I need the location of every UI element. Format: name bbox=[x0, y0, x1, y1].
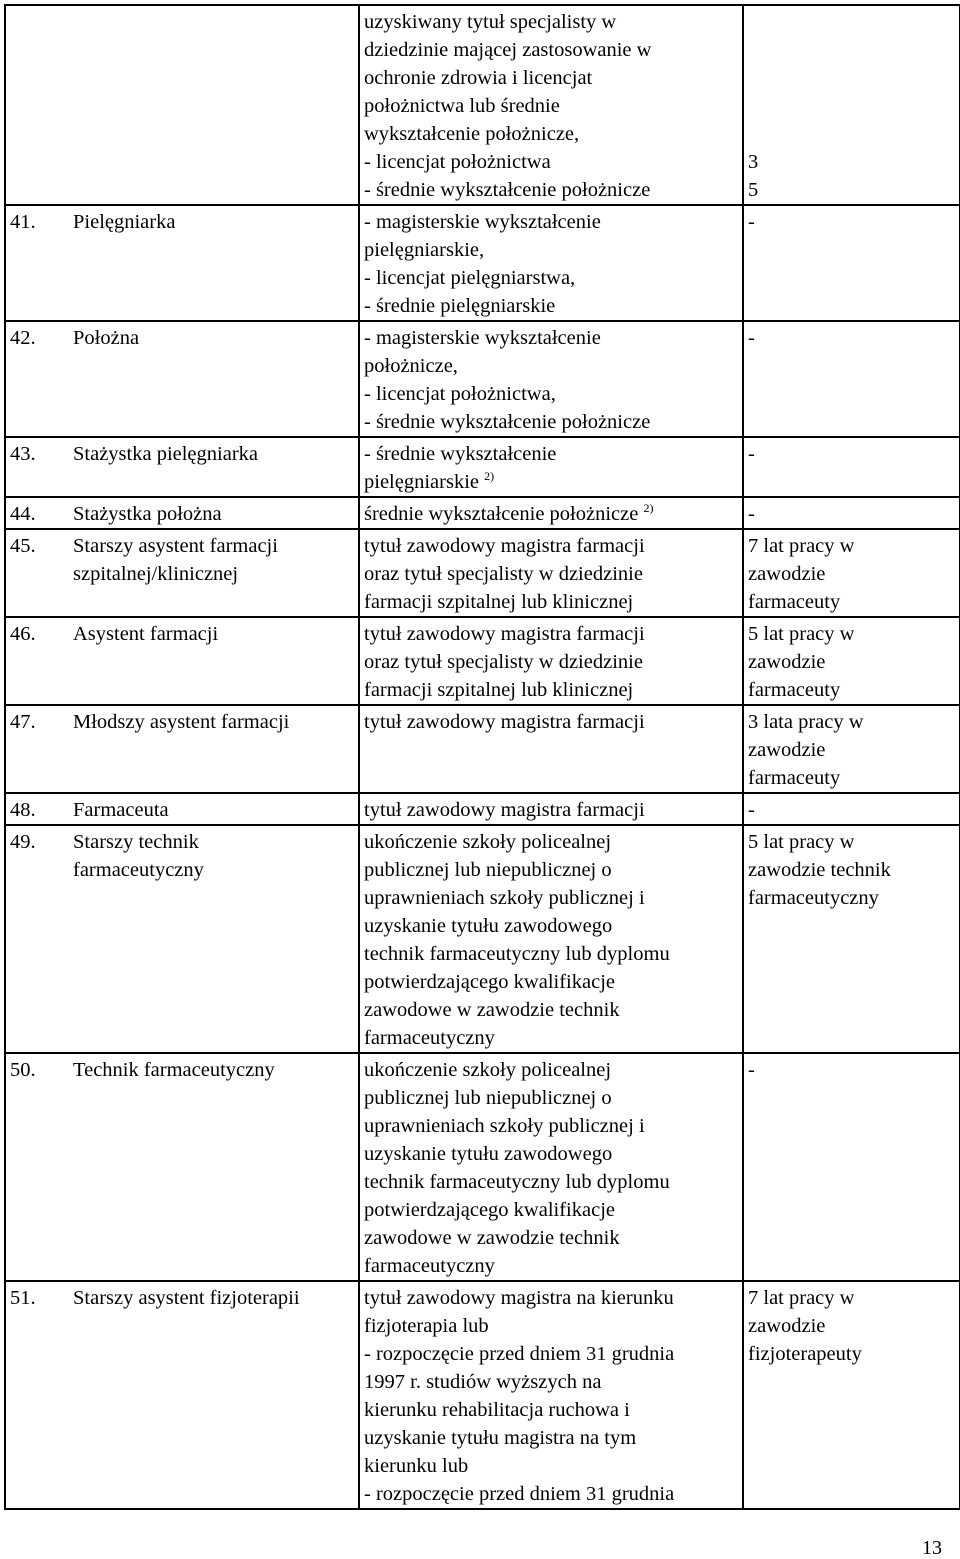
cell-text: - licencjat położnictwa, bbox=[364, 383, 556, 405]
cell-line bbox=[364, 532, 738, 560]
cell-text: tytuł zawodowy magistra farmacji bbox=[364, 799, 645, 821]
cell-line bbox=[364, 884, 738, 912]
cell-text: szpitalnej/klinicznej bbox=[73, 563, 239, 585]
row-number-cell bbox=[5, 205, 69, 321]
cell-text: tytuł zawodowy magistra na kierunku bbox=[364, 1287, 674, 1309]
experience-cell bbox=[743, 321, 960, 437]
table-row bbox=[5, 205, 960, 321]
cell-line bbox=[73, 324, 354, 352]
qualifications-table bbox=[4, 4, 960, 1510]
cell-line bbox=[364, 912, 738, 940]
cell-line bbox=[748, 64, 955, 92]
cell-text: uzyskiwany tytuł specjalisty w bbox=[364, 11, 617, 33]
row-number-cell bbox=[5, 497, 69, 529]
table-row bbox=[5, 793, 960, 825]
cell-line bbox=[748, 208, 955, 236]
experience-cell bbox=[743, 617, 960, 705]
row-number: 51. bbox=[10, 1287, 36, 1309]
cell-line bbox=[748, 500, 955, 528]
cell-text: - licencjat położnictwa bbox=[364, 151, 551, 173]
cell-text: Technik farmaceutyczny bbox=[73, 1059, 275, 1081]
cell-text: zawodowe w zawodzie technik bbox=[364, 1227, 620, 1249]
cell-line bbox=[364, 1396, 738, 1424]
cell-text: - licencjat pielęgniarstwa, bbox=[364, 267, 576, 289]
cell-line bbox=[73, 1056, 354, 1084]
cell-line bbox=[748, 560, 955, 588]
cell-line bbox=[364, 620, 738, 648]
experience-cell bbox=[743, 529, 960, 617]
cell-text: zawodzie bbox=[748, 739, 826, 761]
cell-line bbox=[364, 676, 738, 704]
experience-cell bbox=[743, 1281, 960, 1509]
cell-text: publicznej lub niepublicznej o bbox=[364, 859, 612, 881]
row-number: 43. bbox=[10, 443, 36, 465]
table-row bbox=[5, 617, 960, 705]
cell-text: farmaceuty bbox=[748, 767, 841, 789]
cell-line bbox=[748, 764, 955, 792]
cell-line bbox=[748, 532, 955, 560]
table-row bbox=[5, 321, 960, 437]
cell-text: zawodzie bbox=[748, 563, 826, 585]
table-row bbox=[5, 437, 960, 497]
row-number-cell bbox=[5, 705, 69, 793]
cell-text: tytuł zawodowy magistra farmacji bbox=[364, 711, 645, 733]
experience-cell bbox=[743, 437, 960, 497]
table-body bbox=[5, 5, 960, 1509]
cell-text: Farmaceuta bbox=[73, 799, 169, 821]
cell-text: uzyskanie tytułu zawodowego bbox=[364, 915, 613, 937]
cell-line bbox=[364, 1480, 738, 1508]
cell-line bbox=[364, 1056, 738, 1084]
cell-line bbox=[364, 968, 738, 996]
cell-line bbox=[73, 500, 354, 528]
cell-line bbox=[364, 500, 738, 528]
cell-text: wykształcenie położnicze, bbox=[364, 123, 580, 145]
cell-text: dziedzinie mającej zastosowanie w bbox=[364, 39, 652, 61]
cell-line bbox=[748, 1312, 955, 1340]
cell-line bbox=[364, 1084, 738, 1112]
cell-line bbox=[748, 120, 955, 148]
experience-cell bbox=[743, 497, 960, 529]
cell-line bbox=[364, 1424, 738, 1452]
row-number: 48. bbox=[10, 799, 36, 821]
row-number: 44. bbox=[10, 503, 36, 525]
cell-line bbox=[748, 856, 955, 884]
experience-cell bbox=[743, 793, 960, 825]
row-number: 41. bbox=[10, 211, 36, 233]
cell-line bbox=[364, 1168, 738, 1196]
education-cell bbox=[359, 321, 743, 437]
education-cell bbox=[359, 1281, 743, 1509]
cell-line bbox=[748, 1284, 955, 1312]
cell-line bbox=[364, 856, 738, 884]
position-cell bbox=[69, 497, 359, 529]
cell-text: - bbox=[748, 211, 755, 233]
row-number-cell bbox=[5, 437, 69, 497]
cell-line bbox=[748, 620, 955, 648]
cell-line bbox=[364, 64, 738, 92]
position-cell bbox=[69, 1053, 359, 1281]
cell-line bbox=[748, 1056, 955, 1084]
cell-text: - rozpoczęcie przed dniem 31 grudnia bbox=[364, 1483, 675, 1505]
cell-line bbox=[748, 648, 955, 676]
cell-text: technik farmaceutyczny lub dyplomu bbox=[364, 943, 670, 965]
cell-text: farmaceutyczny bbox=[73, 859, 204, 881]
row-number-cell bbox=[5, 529, 69, 617]
cell-line bbox=[364, 236, 738, 264]
cell-line bbox=[748, 8, 955, 36]
cell-text: kierunku lub bbox=[364, 1455, 469, 1477]
cell-text: Stażystka położna bbox=[73, 503, 222, 525]
experience-cell bbox=[743, 705, 960, 793]
cell-text: potwierdzającego kwalifikacje bbox=[364, 1199, 615, 1221]
cell-text: - średnie wykształcenie położnicze bbox=[364, 411, 651, 433]
row-number-cell bbox=[5, 1053, 69, 1281]
cell-line bbox=[73, 856, 354, 884]
cell-text: położnicze, bbox=[364, 355, 458, 377]
cell-text: ukończenie szkoły policealnej bbox=[364, 831, 612, 853]
table-row bbox=[5, 497, 960, 529]
cell-line bbox=[364, 1340, 738, 1368]
cell-text: publicznej lub niepublicznej o bbox=[364, 1087, 612, 1109]
cell-line bbox=[748, 796, 955, 824]
cell-text: - bbox=[748, 1059, 755, 1081]
education-cell bbox=[359, 205, 743, 321]
cell-line bbox=[364, 324, 738, 352]
cell-line bbox=[364, 1140, 738, 1168]
table-row bbox=[5, 1281, 960, 1509]
cell-line bbox=[364, 648, 738, 676]
cell-line bbox=[73, 440, 354, 468]
cell-text: zawodowe w zawodzie technik bbox=[364, 999, 620, 1021]
cell-text: - bbox=[748, 443, 755, 465]
cell-text: uprawnieniach szkoły publicznej i bbox=[364, 887, 645, 909]
row-number-cell bbox=[5, 5, 69, 205]
cell-text: pielęgniarskie, bbox=[364, 239, 485, 261]
cell-line bbox=[364, 148, 738, 176]
cell-line bbox=[364, 380, 738, 408]
cell-text: - rozpoczęcie przed dniem 31 grudnia bbox=[364, 1343, 675, 1365]
education-cell bbox=[359, 529, 743, 617]
cell-line bbox=[748, 736, 955, 764]
cell-text: - bbox=[748, 799, 755, 821]
education-cell bbox=[359, 617, 743, 705]
cell-line bbox=[364, 560, 738, 588]
cell-line bbox=[748, 1340, 955, 1368]
cell-line bbox=[364, 1312, 738, 1340]
cell-text: farmaceuty bbox=[748, 679, 841, 701]
cell-line bbox=[748, 828, 955, 856]
cell-line bbox=[748, 884, 955, 912]
cell-text: 1997 r. studiów wyższych na bbox=[364, 1371, 602, 1393]
cell-text: farmaceutyczny bbox=[364, 1027, 495, 1049]
table-row bbox=[5, 5, 960, 205]
cell-line bbox=[748, 324, 955, 352]
row-number: 50. bbox=[10, 1059, 36, 1081]
cell-text: kierunku rehabilitacja ruchowa i bbox=[364, 1399, 630, 1421]
cell-line bbox=[364, 1024, 738, 1052]
cell-text: farmacji szpitalnej lub klinicznej bbox=[364, 679, 634, 701]
cell-line bbox=[364, 996, 738, 1024]
cell-text: fizjoterapeuty bbox=[748, 1343, 862, 1365]
row-number-cell bbox=[5, 321, 69, 437]
cell-text: - magisterskie wykształcenie bbox=[364, 211, 601, 233]
cell-line bbox=[73, 208, 354, 236]
cell-line bbox=[364, 292, 738, 320]
cell-line bbox=[748, 148, 955, 176]
table-row bbox=[5, 825, 960, 1053]
cell-line bbox=[364, 264, 738, 292]
cell-text: ochronie zdrowia i licencjat bbox=[364, 67, 593, 89]
cell-text: potwierdzającego kwalifikacje bbox=[364, 971, 615, 993]
education-cell bbox=[359, 1053, 743, 1281]
cell-line bbox=[364, 176, 738, 204]
education-cell bbox=[359, 825, 743, 1053]
cell-line bbox=[364, 440, 738, 468]
row-number-cell bbox=[5, 1281, 69, 1509]
cell-line bbox=[364, 1252, 738, 1280]
cell-line bbox=[364, 8, 738, 36]
cell-line bbox=[364, 708, 738, 736]
cell-line bbox=[364, 120, 738, 148]
table-row bbox=[5, 1053, 960, 1281]
cell-line bbox=[364, 1196, 738, 1224]
cell-line bbox=[364, 1224, 738, 1252]
cell-line bbox=[364, 1284, 738, 1312]
cell-line bbox=[748, 176, 955, 204]
education-cell bbox=[359, 705, 743, 793]
position-cell bbox=[69, 321, 359, 437]
cell-line bbox=[748, 708, 955, 736]
cell-text: uzyskanie tytułu magistra na tym bbox=[364, 1427, 637, 1449]
row-number: 49. bbox=[10, 831, 36, 853]
cell-line bbox=[73, 620, 354, 648]
cell-text: - średnie wykształcenie położnicze bbox=[364, 179, 651, 201]
page-number: 13 bbox=[922, 1537, 942, 1559]
cell-line bbox=[364, 1112, 738, 1140]
cell-line bbox=[364, 36, 738, 64]
row-number-cell bbox=[5, 825, 69, 1053]
cell-line bbox=[73, 560, 354, 588]
cell-text: Pielęgniarka bbox=[73, 211, 176, 233]
cell-text: 3 lata pracy w bbox=[748, 711, 864, 733]
cell-line bbox=[748, 92, 955, 120]
cell-text: 5 lat pracy w bbox=[748, 831, 855, 853]
cell-text: - magisterskie wykształcenie bbox=[364, 327, 601, 349]
cell-line bbox=[748, 676, 955, 704]
cell-text: technik farmaceutyczny lub dyplomu bbox=[364, 1171, 670, 1193]
cell-text: zawodzie bbox=[748, 1315, 826, 1337]
position-cell bbox=[69, 5, 359, 205]
experience-cell bbox=[743, 825, 960, 1053]
cell-text: farmacji szpitalnej lub klinicznej bbox=[364, 591, 634, 613]
cell-text: farmaceutyczny bbox=[748, 887, 879, 909]
cell-text: pielęgniarskie bbox=[364, 471, 479, 493]
education-cell bbox=[359, 437, 743, 497]
education-cell bbox=[359, 5, 743, 205]
cell-line bbox=[748, 36, 955, 64]
cell-text: średnie wykształcenie położnicze bbox=[364, 503, 639, 525]
cell-line bbox=[364, 1368, 738, 1396]
cell-text: Stażystka pielęgniarka bbox=[73, 443, 259, 465]
cell-line bbox=[73, 1284, 354, 1312]
cell-text: - bbox=[748, 327, 755, 349]
cell-text: 5 bbox=[748, 179, 759, 201]
footnote-marker: 2) bbox=[484, 469, 495, 483]
cell-line bbox=[364, 1452, 738, 1480]
row-number: 45. bbox=[10, 535, 36, 557]
cell-text: farmaceutyczny bbox=[364, 1255, 495, 1277]
cell-line bbox=[73, 796, 354, 824]
experience-cell bbox=[743, 205, 960, 321]
cell-line bbox=[748, 440, 955, 468]
cell-line bbox=[364, 468, 738, 496]
cell-text: 3 bbox=[748, 151, 759, 173]
cell-text: tytuł zawodowy magistra farmacji bbox=[364, 535, 645, 557]
row-number-cell bbox=[5, 793, 69, 825]
cell-line bbox=[364, 796, 738, 824]
cell-line bbox=[364, 92, 738, 120]
cell-text: 5 lat pracy w bbox=[748, 623, 855, 645]
experience-cell bbox=[743, 5, 960, 205]
table-row bbox=[5, 529, 960, 617]
cell-text: 7 lat pracy w bbox=[748, 535, 855, 557]
position-cell bbox=[69, 1281, 359, 1509]
table-row bbox=[5, 705, 960, 793]
cell-text: Młodszy asystent farmacji bbox=[73, 711, 290, 733]
cell-text: 7 lat pracy w bbox=[748, 1287, 855, 1309]
cell-text: Położna bbox=[73, 327, 140, 349]
row-number: 46. bbox=[10, 623, 36, 645]
cell-text: ukończenie szkoły policealnej bbox=[364, 1059, 612, 1081]
cell-line bbox=[73, 532, 354, 560]
footnote-marker: 2) bbox=[643, 501, 654, 515]
education-cell bbox=[359, 497, 743, 529]
education-cell bbox=[359, 793, 743, 825]
cell-line bbox=[364, 588, 738, 616]
position-cell bbox=[69, 617, 359, 705]
cell-line bbox=[364, 828, 738, 856]
cell-text: - bbox=[748, 503, 755, 525]
cell-text: zawodzie technik bbox=[748, 859, 891, 881]
cell-text: Starszy asystent fizjoterapii bbox=[73, 1287, 300, 1309]
cell-line bbox=[73, 828, 354, 856]
position-cell bbox=[69, 437, 359, 497]
cell-line bbox=[364, 408, 738, 436]
cell-text: fizjoterapia lub bbox=[364, 1315, 489, 1337]
cell-text: oraz tytuł specjalisty w dziedzinie bbox=[364, 563, 643, 585]
position-cell bbox=[69, 705, 359, 793]
row-number: 42. bbox=[10, 327, 36, 349]
cell-line bbox=[364, 208, 738, 236]
cell-line bbox=[364, 352, 738, 380]
cell-text: uzyskanie tytułu zawodowego bbox=[364, 1143, 613, 1165]
position-cell bbox=[69, 205, 359, 321]
cell-text: Asystent farmacji bbox=[73, 623, 219, 645]
position-cell bbox=[69, 793, 359, 825]
cell-text: położnictwa lub średnie bbox=[364, 95, 560, 117]
position-cell bbox=[69, 529, 359, 617]
cell-text: - średnie pielęgniarskie bbox=[364, 295, 556, 317]
cell-text: Starszy technik bbox=[73, 831, 199, 853]
cell-text: tytuł zawodowy magistra farmacji bbox=[364, 623, 645, 645]
cell-text: zawodzie bbox=[748, 651, 826, 673]
row-number-cell bbox=[5, 617, 69, 705]
row-number: 47. bbox=[10, 711, 36, 733]
cell-line bbox=[73, 708, 354, 736]
cell-text: farmaceuty bbox=[748, 591, 841, 613]
cell-text: oraz tytuł specjalisty w dziedzinie bbox=[364, 651, 643, 673]
position-cell bbox=[69, 825, 359, 1053]
cell-line bbox=[364, 940, 738, 968]
cell-text: Starszy asystent farmacji bbox=[73, 535, 278, 557]
experience-cell bbox=[743, 1053, 960, 1281]
cell-text: - średnie wykształcenie bbox=[364, 443, 557, 465]
cell-text: uprawnieniach szkoły publicznej i bbox=[364, 1115, 645, 1137]
cell-line bbox=[748, 588, 955, 616]
